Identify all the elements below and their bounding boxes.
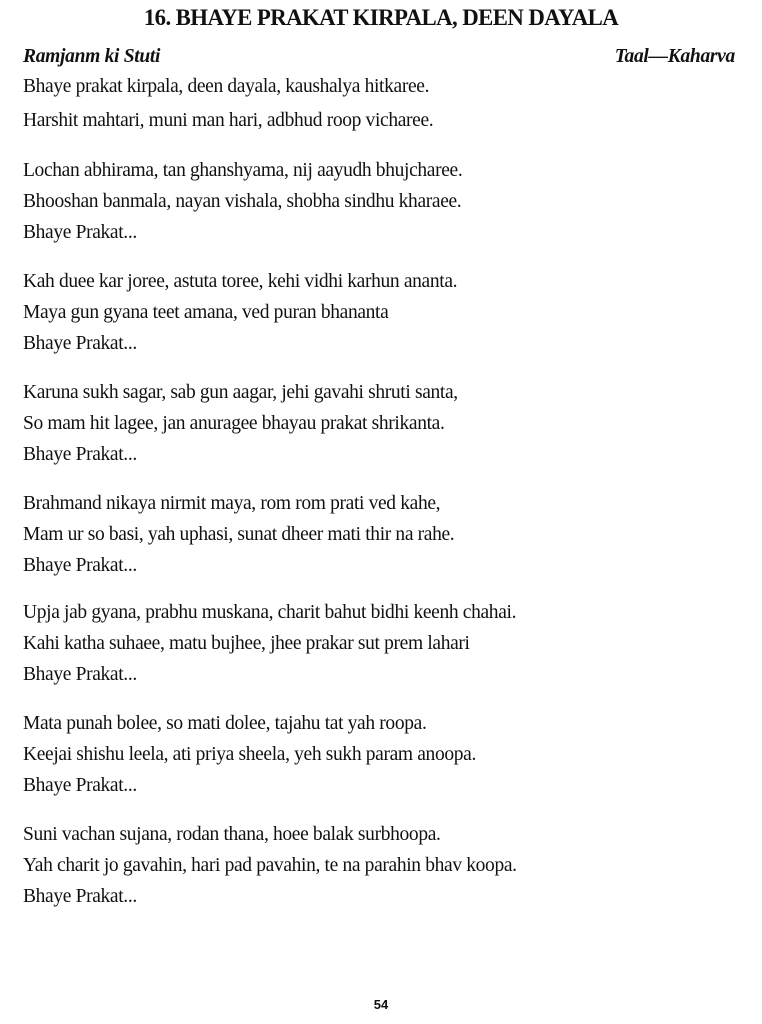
lyric-line: Kah duee kar joree, astuta toree, kehi vidhi karhun ananta.	[23, 271, 458, 292]
lyric-line: Harshit mahtari, muni man hari, adbhud roop vicharee.	[23, 110, 434, 131]
lyric-line: Lochan abhirama, tan ghanshyama, nij aayudh bhujcharee.	[23, 160, 463, 181]
page-title: 16. BHAYE PRAKAT KIRPALA, DEEN DAYALA	[143, 5, 619, 31]
subtitle-right: Taal—Kaharva	[614, 46, 735, 67]
lyric-line: Mam ur so basi, yah uphasi, sunat dheer mati thir na rahe.	[23, 524, 455, 545]
lyric-line: Kahi katha suhaee, matu bujhee, jhee prakar sut prem lahari	[23, 633, 470, 654]
refrain-line: Bhaye Prakat...	[23, 333, 137, 354]
page-number: 54	[373, 997, 389, 1012]
refrain-line: Bhaye Prakat...	[23, 555, 137, 576]
lyric-line: Bhooshan banmala, nayan vishala, shobha sindhu kharaee.	[23, 191, 462, 212]
refrain-line: Bhaye Prakat...	[23, 222, 137, 243]
refrain-line: Bhaye Prakat...	[23, 444, 137, 465]
refrain-line: Bhaye Prakat...	[23, 664, 137, 685]
lyric-line: Maya gun gyana teet amana, ved puran bhananta	[23, 302, 389, 323]
lyric-line: Bhaye prakat kirpala, deen dayala, kaushalya hitkaree.	[23, 76, 430, 97]
lyric-line: Keejai shishu leela, ati priya sheela, yeh sukh param anoopa.	[23, 744, 476, 765]
lyric-line: Suni vachan sujana, rodan thana, hoee balak surbhoopa.	[23, 824, 441, 845]
subtitle-left: Ramjanm ki Stuti	[23, 46, 161, 67]
lyric-line: Karuna sukh sagar, sab gun aagar, jehi gavahi shruti santa,	[23, 382, 458, 403]
lyric-line: Brahmand nikaya nirmit maya, rom rom prati ved kahe,	[23, 493, 441, 514]
lyric-line: Mata punah bolee, so mati dolee, tajahu tat yah roopa.	[23, 713, 427, 734]
lyric-line: So mam hit lagee, jan anuragee bhayau prakat shrikanta.	[23, 413, 445, 434]
refrain-line: Bhaye Prakat...	[23, 775, 137, 796]
refrain-line: Bhaye Prakat...	[23, 886, 137, 907]
lyric-line: Upja jab gyana, prabhu muskana, charit bahut bidhi keenh chahai.	[23, 602, 517, 623]
lyric-line: Yah charit jo gavahin, hari pad pavahin, te na parahin bhav koopa.	[23, 855, 517, 876]
